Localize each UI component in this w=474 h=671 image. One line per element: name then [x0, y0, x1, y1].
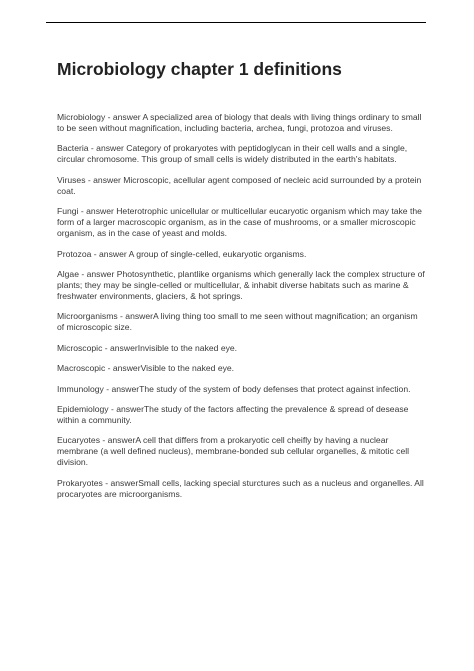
definition-item: [57, 311, 425, 333]
definition-item: [57, 175, 425, 197]
definition-item: [57, 478, 425, 500]
definition-item: [57, 249, 425, 260]
definition-text: Microorganisms - answerA living thing too small to me seen without magnification; an organism of microscopic size.: [57, 311, 418, 333]
definition-text: Immunology - answerThe study of the system of body defenses that protect against infection.: [57, 383, 411, 394]
definition-item: [57, 143, 425, 165]
definition-text: Protozoa - answer A group of single-celled, eukaryotic organisms.: [57, 248, 307, 259]
definition-text: Microbiology - answer A specialized area of biology that deals with living things ordinary to small to be seen without magnification, including bacteria, archea, fungi, protozoa and viruses.: [57, 112, 422, 133]
definition-item: [57, 112, 425, 134]
definition-text: Prokaryotes - answerSmall cells, lacking special sturctures such as a nucleus and organelles. All procaryotes are microorganisms.: [57, 477, 424, 499]
definition-text: Macroscopic - answerVisible to the naked eye.: [57, 363, 235, 374]
definition-text: Epidemiology - answerThe study of the factors affecting the prevalence & spread of desease within a community.: [57, 403, 409, 425]
definition-text: Eucaryotes - answerA cell that differs from a prokaryotic cell cheifly by having a nuclear membrane (a well defined nucleus), membrane-bonded sub cellular organelles, & mitotic cell division.: [57, 435, 410, 468]
definition-text: Fungi - answer Heterotrophic unicellular or multicellular eucaryotic organism which may take the form of a larger macroscopic organism, as in the case of mushrooms, or a smaller microscopic organism, as in the case of yeast and molds.: [57, 206, 422, 239]
definition-item: [57, 206, 425, 239]
page-title: Microbiology chapter 1 definitions: [57, 59, 342, 79]
definition-item: [57, 363, 425, 374]
definition-item: [57, 269, 425, 302]
top-rule-divider: [46, 22, 426, 23]
definition-item: [57, 435, 425, 468]
definition-item: [57, 343, 425, 354]
definition-text: Viruses - answer Microscopic, acellular agent composed of necleic acid surrounded by a protein coat.: [57, 174, 422, 196]
definition-text: Bacteria - answer Category of prokaryotes with peptidoglycan in their cell walls and a single, circular chromosome. This group of small cells is widely distributed in the earth's habitats.: [57, 143, 408, 165]
definition-item: [57, 404, 425, 426]
definition-list: [57, 112, 425, 509]
definition-item: [57, 384, 425, 395]
definition-text: Algae - answer Photosynthetic, plantlike organisms which generally lack the complex structure of plants; they may be single-celled or multicellular, & inhabit diverse habitats such as marine & freshwater environments, glaciers, & hot springs.: [57, 268, 425, 301]
definition-text: Microscopic - answerInvisible to the naked eye.: [57, 342, 238, 353]
